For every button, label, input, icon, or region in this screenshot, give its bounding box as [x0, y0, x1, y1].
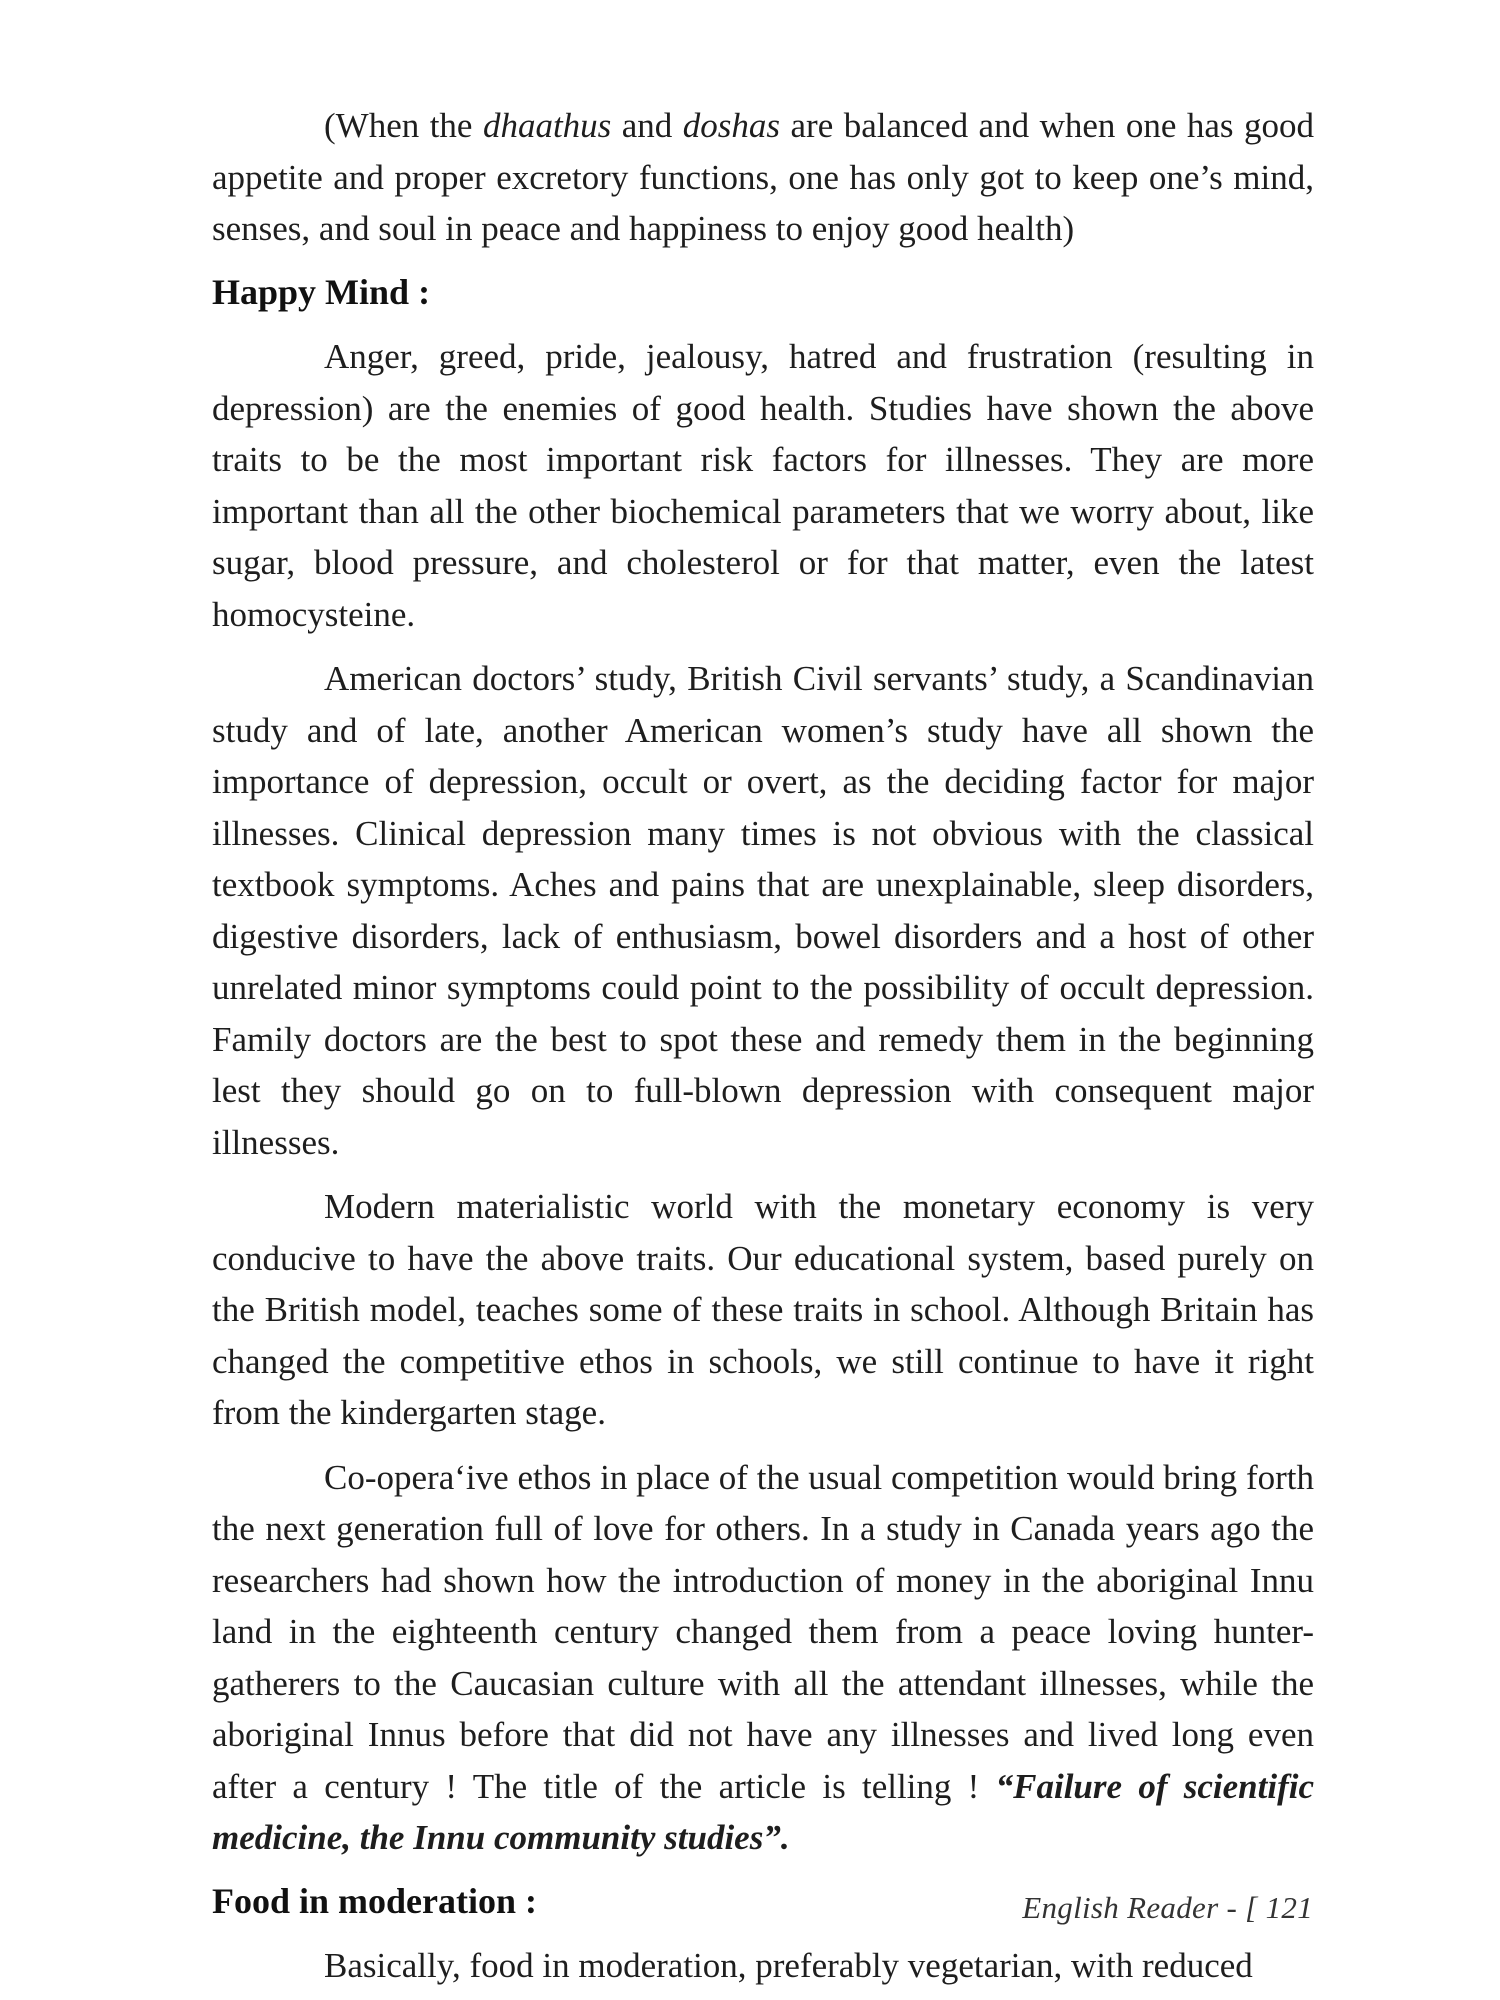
paragraph-depression-studies: American doctors’ study, British Civil servants’ study, a Scandinavian study and of late, another American women’s study have all shown the importance of depression, occult or overt, as the deciding factor for major illnesses. Clinical depression many times is not obvious with the classical textbook symptoms. Aches and pains that are unexplainable, sleep disorders, digestive disorders, lack of enthusiasm, bowel disorders and a host of other unrelated minor symptoms could point to the possibility of occult depression. Family doctors are the best to spot these and remedy them in the beginning lest they should go on to full-blown depression with consequent major illnesses.	[212, 659, 1314, 1162]
term-dhaathus: dhaathus	[482, 106, 612, 145]
paragraph-materialistic-world: Modern materialistic world with the monetary economy is very conducive to have the above traits. Our educational system, based purely on the British model, teaches some of these traits in school. Although Britain has changed the competitive ethos in schools, we still continue to have it right from the kindergarten stage.	[212, 1187, 1314, 1432]
paragraph-food-moderation: Basically, food in moderation, preferably vegetarian, with reduced	[324, 1946, 1253, 1985]
page-body	[212, 100, 1314, 1992]
article-title: “Failure of scientific medicine, the Innu community studies”.	[212, 1766, 1315, 1857]
term-doshas: doshas	[682, 106, 781, 145]
paragraph-cooperative-ethos: Co-opera‘ive ethos in place of the usual competition would bring forth the next generation full of love for others. In a study in Canada years ago the researchers had shown how the introduction of money in the aboriginal Innu land in the eighteenth century changed them from a peace loving hunter-gatherers to the Caucasian culture with all the attendant illnesses, while the aboriginal Innus before that did not have any illnesses and lived long even after a century ! The title of the article is telling ! “Failure of scientific medicine, the Innu community studies”.	[212, 1457, 1315, 1857]
paragraph-enemies-of-health: Anger, greed, pride, jealousy, hatred and frustration (resulting in depression) are the enemies of good health. Studies have shown the above traits to be the most important risk factors for illnesses. They are more important than all the other biochemical parameters that we worry about, like sugar, blood pressure, and cholesterol or for that matter, even the latest homocysteine.	[212, 337, 1314, 634]
paragraph-balance-note: (When the dhaathus and doshas are balanced and when one has good appetite and proper excretory functions, one has only got to keep one’s mind, senses, and soul in peace and happiness to enjoy good health)	[212, 106, 1315, 248]
page-footer: English Reader - [ 121	[1022, 1890, 1313, 1925]
heading-food-in-moderation: Food in moderation :	[212, 1880, 538, 1921]
heading-happy-mind: Happy Mind :	[212, 271, 431, 312]
